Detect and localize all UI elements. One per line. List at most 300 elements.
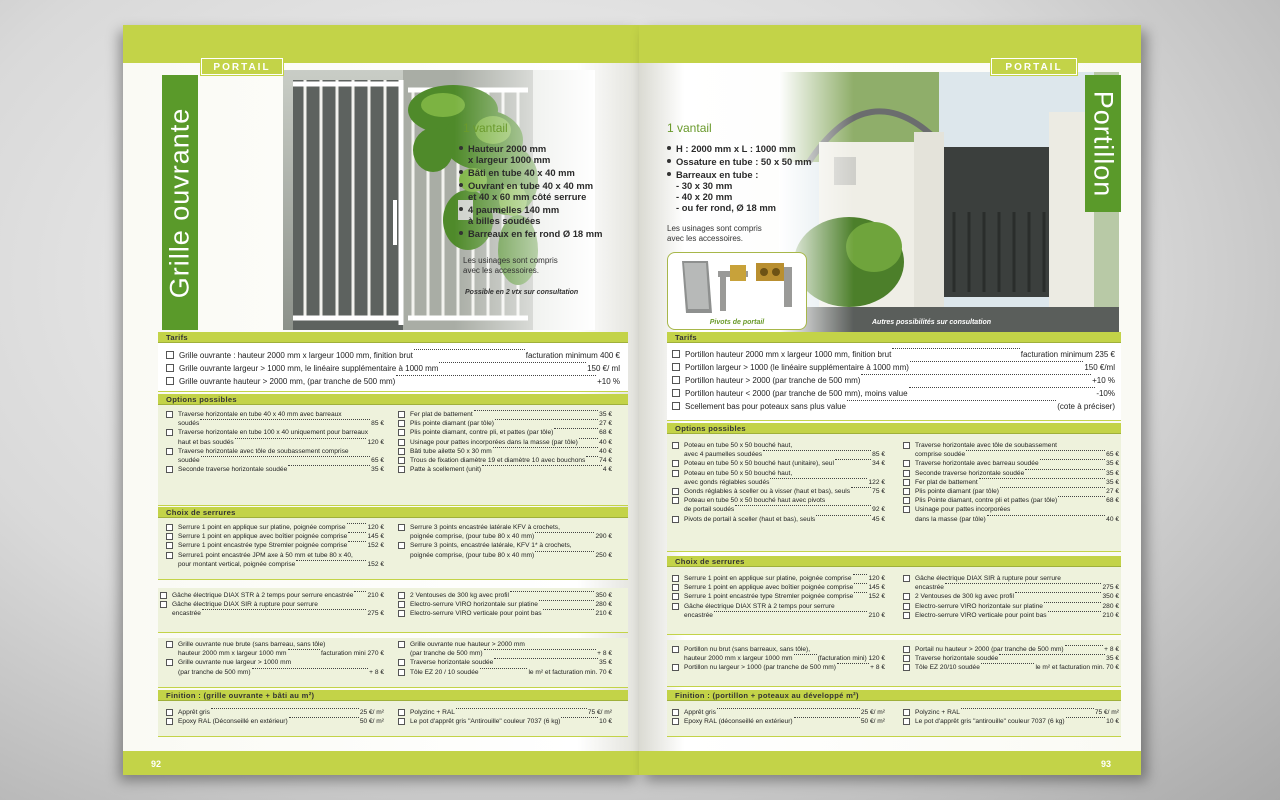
option-checkbox[interactable] — [903, 646, 910, 653]
serrures-section — [158, 518, 628, 580]
price-row-label: Serrure 3 points encastrée latérale KFV à crochets, — [410, 524, 560, 531]
leader-dots — [480, 668, 528, 669]
option-checkbox[interactable] — [903, 488, 910, 495]
gache-section — [158, 588, 628, 633]
price-row-label: encastrée — [915, 584, 944, 592]
leader-dots — [396, 375, 596, 376]
price-row-label: Portillon nu brut (sans barreaux, sans tôle), — [684, 646, 811, 653]
option-checkbox[interactable] — [166, 524, 173, 531]
price-row-label: Serrure 3 points, encastrée latérale, KFV 1* à crochets, — [410, 542, 572, 550]
price-row-price: 152 € — [367, 560, 384, 568]
serrures-section — [667, 567, 1121, 635]
photo-caption: Autres possibilités sur consultation — [872, 319, 992, 326]
price-row-label: hauteur 2000 mm x largeur 1000 mm — [684, 655, 793, 663]
leader-dots — [837, 663, 869, 664]
option-checkbox[interactable] — [166, 411, 173, 418]
price-row-price: 4 € — [602, 466, 612, 474]
option-checkbox[interactable] — [166, 709, 173, 716]
price-row-price: 75 €/ m² — [587, 709, 612, 716]
price-row — [903, 478, 1119, 487]
price-row — [903, 708, 1119, 717]
price-row-price: 350 € — [595, 592, 612, 599]
option-checkbox[interactable] — [903, 709, 910, 716]
finition-list-col2 — [398, 708, 612, 726]
price-row-label: Serrure 1 point en applique sur platine, poignée comprise — [684, 575, 852, 582]
serrures-band: Choix de serrures — [158, 507, 628, 518]
finition-band: Finition : (portillon + poteaux au développé m²) — [667, 690, 1121, 701]
leader-dots — [296, 560, 366, 561]
price-row — [672, 505, 885, 514]
price-row — [166, 375, 620, 388]
price-row — [903, 611, 1119, 620]
serrures-list-col2 — [398, 523, 612, 560]
option-checkbox[interactable] — [398, 709, 405, 716]
leader-dots — [892, 348, 1019, 349]
option-checkbox[interactable] — [398, 429, 405, 436]
price-row-label: Portillon hauteur > 2000 (par tranche de 500 mm) — [685, 376, 861, 385]
spec-bullet: Barreaux en tube : - 30 x 30 mm - 40 x 20 mm - ou fer rond, Ø 18 mm — [667, 169, 837, 213]
price-row — [398, 717, 612, 726]
price-row — [903, 654, 1119, 663]
price-row — [398, 668, 612, 677]
price-row-label: Traverse horizontale soudée — [915, 655, 999, 663]
price-row — [166, 447, 384, 456]
price-row — [672, 361, 1115, 374]
price-row — [672, 574, 885, 583]
leader-dots — [202, 609, 367, 610]
price-row — [166, 668, 384, 677]
price-row — [398, 649, 612, 658]
price-row — [398, 419, 612, 428]
price-row-label: Polyzinc + RAL — [410, 709, 455, 716]
price-row — [160, 609, 384, 618]
price-row-price: facturation mini 270 € — [320, 650, 384, 658]
price-row — [166, 717, 384, 726]
leader-dots — [714, 611, 868, 612]
price-row-label: Usinage pour pattes incorporées — [915, 506, 1011, 514]
price-row-price: 34 € — [872, 460, 885, 468]
option-checkbox[interactable] — [672, 709, 679, 716]
price-row-price: +10 % — [597, 377, 620, 386]
price-row-label: de portail soudés — [684, 506, 735, 514]
spec-bullets — [667, 143, 837, 215]
price-row — [166, 410, 384, 419]
spec-bullet: Ossature en tube : 50 x 50 mm — [667, 156, 837, 167]
leader-dots — [861, 374, 1091, 375]
option-checkbox[interactable] — [672, 389, 680, 397]
price-row-label: Gâche électrique DIAX SIR à rupture pour serrure — [172, 601, 318, 609]
price-row — [166, 640, 384, 649]
price-row-price: 35 € — [599, 659, 612, 667]
price-row-label: soudée — [178, 456, 200, 464]
vertical-title-box — [162, 75, 198, 330]
leader-dots — [961, 708, 1094, 709]
price-row-label: Serrure 1 point en applique sur platine, poignée comprise — [178, 524, 346, 531]
price-row — [398, 447, 612, 456]
price-row — [903, 515, 1119, 524]
leader-dots — [348, 532, 366, 533]
price-row-price: 10 € — [599, 718, 612, 726]
price-row-label: encastrée — [684, 611, 713, 619]
price-row-label: haut et bas soudés — [178, 438, 234, 446]
price-row-price: 27 € — [1106, 487, 1119, 495]
price-row — [398, 551, 612, 560]
option-checkbox[interactable] — [398, 601, 405, 608]
price-row — [166, 428, 384, 437]
price-row-price: 152 € — [868, 593, 885, 601]
option-checkbox[interactable] — [398, 466, 405, 473]
price-row — [672, 348, 1115, 361]
price-row — [672, 515, 885, 524]
price-row — [672, 583, 885, 592]
price-row — [398, 658, 612, 667]
price-row — [398, 532, 612, 541]
price-row — [672, 496, 885, 505]
vertical-title: Grille ouvrante — [164, 107, 195, 298]
price-row-label: Poteau en tube 50 x 50 bouché haut avec pivots — [684, 497, 826, 505]
price-row-price: (facturation mini) 120 € — [817, 655, 885, 663]
price-row-label: Grille ouvrante hauteur > 2000 mm, (par tranche de 500 mm) — [179, 377, 396, 386]
price-row-label: poignée comprise, (pour tube 80 x 40 mm) — [410, 533, 535, 541]
option-checkbox[interactable] — [166, 377, 174, 385]
spec-bullet: H : 2000 mm x L : 1000 mm — [667, 143, 837, 154]
price-row-label: Poteau en tube 50 x 50 bouché haut, — [684, 442, 793, 449]
leader-dots — [510, 591, 595, 592]
pivots-caption: Pivots de portail — [709, 319, 765, 326]
option-checkbox[interactable] — [903, 575, 910, 582]
price-row-label: Electro-serrure VIRO horizontale sur platine — [410, 601, 538, 609]
option-checkbox[interactable] — [672, 516, 679, 523]
price-row-price: 25 €/ m² — [359, 709, 384, 716]
price-row-label: comprise soudée — [915, 451, 966, 459]
serrures-band: Choix de serrures — [667, 556, 1121, 567]
price-row-price: facturation minimum 235 € — [1020, 350, 1115, 359]
leader-dots — [439, 362, 586, 363]
option-checkbox[interactable] — [672, 646, 679, 653]
price-row-label: Portillon nu largeur > 1000 (par tranche de 500 mm) — [684, 664, 836, 672]
option-checkbox[interactable] — [903, 479, 910, 486]
price-row — [903, 441, 1119, 450]
leader-dots — [201, 456, 371, 457]
option-checkbox[interactable] — [160, 601, 167, 608]
option-checkbox[interactable] — [672, 575, 679, 582]
price-row-price: -10% — [1096, 389, 1115, 398]
price-row — [672, 469, 885, 478]
leader-dots — [539, 600, 595, 601]
serrures-list-col1 — [166, 523, 384, 569]
pivots-illustration — [668, 253, 807, 319]
price-row-price: 120 € — [367, 438, 384, 446]
price-row-label: Bâti tube ailette 50 x 30 mm — [410, 447, 492, 455]
price-row — [672, 654, 885, 663]
price-row-price: 35 € — [1106, 460, 1119, 468]
price-row-price: 210 € — [868, 611, 885, 619]
option-checkbox[interactable] — [398, 659, 405, 666]
finition-section — [667, 701, 1121, 737]
price-row-label: Portail nu hauteur > 2000 (par tranche de 500 mm) — [915, 646, 1064, 653]
leader-dots — [966, 450, 1105, 451]
option-checkbox[interactable] — [166, 351, 174, 359]
price-row — [672, 400, 1115, 413]
page-number: 92 — [151, 759, 162, 769]
option-checkbox[interactable] — [903, 718, 910, 725]
leader-dots — [484, 649, 597, 650]
leader-dots — [561, 717, 598, 718]
option-checkbox[interactable] — [903, 442, 910, 449]
option-checkbox[interactable] — [398, 448, 405, 455]
price-row-price: 65 € — [1106, 451, 1119, 459]
price-row — [166, 465, 384, 474]
option-checkbox[interactable] — [672, 350, 680, 358]
option-checkbox[interactable] — [166, 641, 173, 648]
option-checkbox[interactable] — [903, 612, 910, 619]
option-checkbox[interactable] — [903, 470, 910, 477]
price-row-label: Portillon hauteur 2000 mm x largeur 1000 mm, finition brut — [685, 350, 892, 359]
option-checkbox[interactable] — [672, 664, 679, 671]
price-row-label: Fer plat de battement — [915, 478, 978, 486]
price-row-label: encastrée — [172, 610, 201, 618]
price-row — [166, 456, 384, 465]
spec-bullet: Ouvrant en tube 40 x 40 mm et 40 x 60 mm côté serrure — [459, 180, 634, 202]
price-row-price: 50 €/ m² — [359, 718, 384, 726]
price-row — [672, 717, 885, 726]
price-row-label: Grille ouvrante nue hauteur > 2000 mm — [410, 641, 525, 648]
option-checkbox[interactable] — [672, 470, 679, 477]
price-row-label: Serrure 1 point en applique avec boîtier poignée comprise — [178, 533, 348, 541]
leader-dots — [1048, 611, 1102, 612]
price-row-label: Tôle EZ 20 / 10 soudée — [410, 668, 479, 676]
price-row-price: 280 € — [595, 601, 612, 609]
price-row — [903, 505, 1119, 514]
leader-dots — [999, 654, 1105, 655]
price-row-label: Traverse horizontale en tube 40 x 40 mm avec barreaux — [178, 411, 342, 418]
price-row-price: 85 € — [872, 451, 885, 459]
option-checkbox[interactable] — [166, 429, 173, 436]
option-checkbox[interactable] — [398, 542, 405, 549]
price-row — [903, 459, 1119, 468]
price-row — [672, 441, 885, 450]
price-row-label: poignée comprise, (pour tube 80 x 40 mm) — [410, 551, 535, 559]
price-row — [903, 602, 1119, 611]
price-row — [398, 640, 612, 649]
price-row-label: Serrure1 point encastrée JPM axe à 50 mm et tube 80 x 40, — [178, 551, 353, 559]
price-row-price: 35 € — [371, 466, 384, 474]
price-row-label: Gonds réglables à sceller ou à visser (haut et bas), seuls — [684, 487, 851, 495]
price-row-price: 210 € — [595, 610, 612, 618]
leader-dots — [735, 505, 871, 506]
leader-dots — [535, 532, 594, 533]
option-checkbox[interactable] — [166, 364, 174, 372]
price-row — [398, 438, 612, 447]
option-checkbox[interactable] — [672, 593, 679, 600]
price-row — [398, 541, 612, 550]
leader-dots — [288, 465, 370, 466]
vertical-title-box — [1085, 75, 1121, 212]
price-row-label: Plis pointe diamant (par tôle) — [410, 420, 494, 428]
option-checkbox[interactable] — [166, 659, 173, 666]
price-row-price: 150 €/ml — [1084, 363, 1115, 372]
leader-dots — [414, 349, 525, 350]
option-checkbox[interactable] — [398, 592, 405, 599]
leader-dots — [987, 515, 1105, 516]
price-row — [166, 362, 620, 375]
leader-dots — [835, 459, 871, 460]
price-row-label: Grille ouvrante largeur > 1000 mm, le linéaire supplémentaire à 1000 mm — [179, 364, 439, 373]
option-checkbox[interactable] — [672, 718, 679, 725]
options-list-col1 — [672, 441, 885, 524]
option-checkbox[interactable] — [672, 442, 679, 449]
option-checkbox[interactable] — [672, 603, 679, 610]
price-row-label: Polyzinc + RAL — [915, 709, 960, 716]
price-row-price: 35 € — [599, 411, 612, 418]
price-row-price: 40 € — [1106, 515, 1119, 523]
leader-dots — [543, 609, 595, 610]
option-checkbox[interactable] — [398, 669, 405, 676]
option-checkbox[interactable] — [398, 718, 405, 725]
price-row-price: 25 €/ m² — [860, 709, 885, 716]
price-row-label: avec gonds réglables soudés — [684, 478, 770, 486]
price-row-label: Grille ouvrante : hauteur 2000 mm x largeur 1000 mm, finition brut — [179, 351, 413, 360]
price-row-label: Poteau en tube 50 x 50 bouché haut (unitaire), seul — [684, 460, 834, 468]
option-checkbox[interactable] — [398, 641, 405, 648]
spec-bullet: 4 paumelles 140 mm à billes soudées — [459, 204, 634, 226]
price-row-label: Gâche électrique DIAX STR à 2 temps pour serrure — [684, 602, 835, 610]
price-row-price: le m² et facturation min. 70 € — [528, 668, 612, 676]
price-row-label: soudés — [178, 420, 200, 428]
option-checkbox[interactable] — [398, 439, 405, 446]
accessories-note-text: Les usinages sont compris avec les accessoires. — [667, 224, 762, 243]
price-row — [903, 574, 1119, 583]
price-row-label: Le pot d'apprêt gris "antirouille" couleur 7037 (6 kg) — [915, 718, 1065, 726]
option-checkbox[interactable] — [903, 593, 910, 600]
price-row-price: 50 €/ m² — [860, 718, 885, 726]
leader-dots — [535, 551, 594, 552]
leader-dots — [348, 541, 366, 542]
gache-list-col1 — [160, 591, 384, 619]
price-row-label: Grille ouvrante nue brute (sans barreau, sans tôle) — [178, 641, 326, 648]
price-row-label: Poteau en tube 50 x 50 bouché haut, — [684, 469, 793, 477]
option-checkbox[interactable] — [903, 655, 910, 662]
price-row-price: 65 € — [371, 456, 384, 464]
options-section — [667, 434, 1121, 552]
price-row-label: Traverse horizontale en tube 100 x 40 uniquement pour barreaux — [178, 429, 368, 437]
price-row — [672, 708, 885, 717]
price-row-price: 74 € — [599, 456, 612, 464]
price-row-price: 10 € — [1106, 718, 1119, 726]
price-row-price: 75 € — [872, 487, 885, 495]
option-checkbox[interactable] — [903, 664, 910, 671]
price-row — [903, 645, 1119, 654]
finition-list-col2 — [903, 708, 1119, 726]
price-row — [672, 459, 885, 468]
price-row — [903, 450, 1119, 459]
finition-band: Finition : (grille ouvrante + bâti au m²) — [158, 690, 628, 701]
leader-dots — [347, 523, 367, 524]
price-row-label: Pivots de portail à sceller (haut et bas), seuls — [684, 515, 816, 523]
option-checkbox[interactable] — [166, 533, 173, 540]
option-checkbox[interactable] — [672, 402, 680, 410]
leader-dots — [1058, 496, 1105, 497]
option-checkbox[interactable] — [166, 542, 173, 549]
price-row-label: Tôle EZ 20/10 soudée — [915, 664, 980, 672]
option-checkbox[interactable] — [672, 376, 680, 384]
price-row-price: 27 € — [599, 420, 612, 428]
option-checkbox[interactable] — [672, 497, 679, 504]
accessories-note — [463, 256, 558, 276]
option-checkbox[interactable] — [398, 457, 405, 464]
option-checkbox[interactable] — [398, 411, 405, 418]
price-row-price: 152 € — [367, 542, 384, 550]
option-checkbox[interactable] — [672, 584, 679, 591]
price-row-price: facturation minimum 400 € — [525, 351, 620, 360]
leader-dots — [909, 387, 1096, 388]
price-row — [398, 428, 612, 437]
price-row-price: 68 € — [599, 429, 612, 437]
leader-dots — [1066, 717, 1106, 718]
price-row — [903, 583, 1119, 592]
finition-list-col1 — [672, 708, 885, 726]
option-checkbox[interactable] — [903, 603, 910, 610]
option-checkbox[interactable] — [398, 420, 405, 427]
price-row — [166, 532, 384, 541]
leader-dots — [854, 592, 867, 593]
option-checkbox[interactable] — [166, 552, 173, 559]
option-checkbox[interactable] — [672, 363, 680, 371]
options-band: Options possibles — [667, 423, 1121, 434]
leader-dots — [235, 438, 367, 439]
nue-list-col2 — [398, 640, 612, 677]
option-checkbox[interactable] — [160, 592, 167, 599]
price-row-price: 40 € — [599, 447, 612, 455]
price-row-price: 120 € — [367, 524, 384, 531]
price-row-price: 145 € — [868, 584, 885, 592]
price-row-label: avec 4 paumelles soudées — [684, 451, 763, 459]
price-row — [398, 591, 612, 600]
price-row-label: Fer plat de battement — [410, 411, 473, 418]
price-row-price: 35 € — [1106, 655, 1119, 663]
option-checkbox[interactable] — [166, 466, 173, 473]
price-row-price: 68 € — [1106, 497, 1119, 505]
leader-dots — [945, 583, 1102, 584]
option-checkbox[interactable] — [398, 610, 405, 617]
left-page — [123, 25, 639, 775]
price-row-label: Scellement bas pour poteaux sans plus value — [685, 402, 846, 411]
price-row-label: Epoxy RAL (Déconseillé en extérieur) — [178, 718, 288, 726]
price-row-label: Serrure 1 point encastrée type Stremler poignée comprise — [684, 593, 854, 601]
option-checkbox[interactable] — [903, 460, 910, 467]
option-checkbox[interactable] — [398, 524, 405, 531]
price-row-label: 2 Ventouses de 300 kg avec profil — [915, 593, 1014, 601]
leader-dots — [763, 450, 871, 451]
finition-section — [158, 701, 628, 737]
price-row-price: + 8 € — [597, 650, 612, 658]
option-checkbox[interactable] — [166, 718, 173, 725]
option-checkbox[interactable] — [903, 506, 910, 513]
price-row — [398, 708, 612, 717]
price-row — [398, 456, 612, 465]
options-section — [158, 405, 628, 506]
price-row — [398, 410, 612, 419]
price-row-label: Traverse horizontale avec tôle de soubassement — [915, 442, 1057, 449]
leader-dots — [211, 708, 359, 709]
option-checkbox[interactable] — [672, 460, 679, 467]
option-checkbox[interactable] — [166, 448, 173, 455]
price-row — [672, 663, 885, 672]
option-checkbox[interactable] — [903, 497, 910, 504]
option-checkbox[interactable] — [672, 488, 679, 495]
price-row-label: Plis Pointe diamant, contre pli et pattes (par tôle) — [915, 497, 1058, 505]
price-row-price: +10 % — [1092, 376, 1115, 385]
